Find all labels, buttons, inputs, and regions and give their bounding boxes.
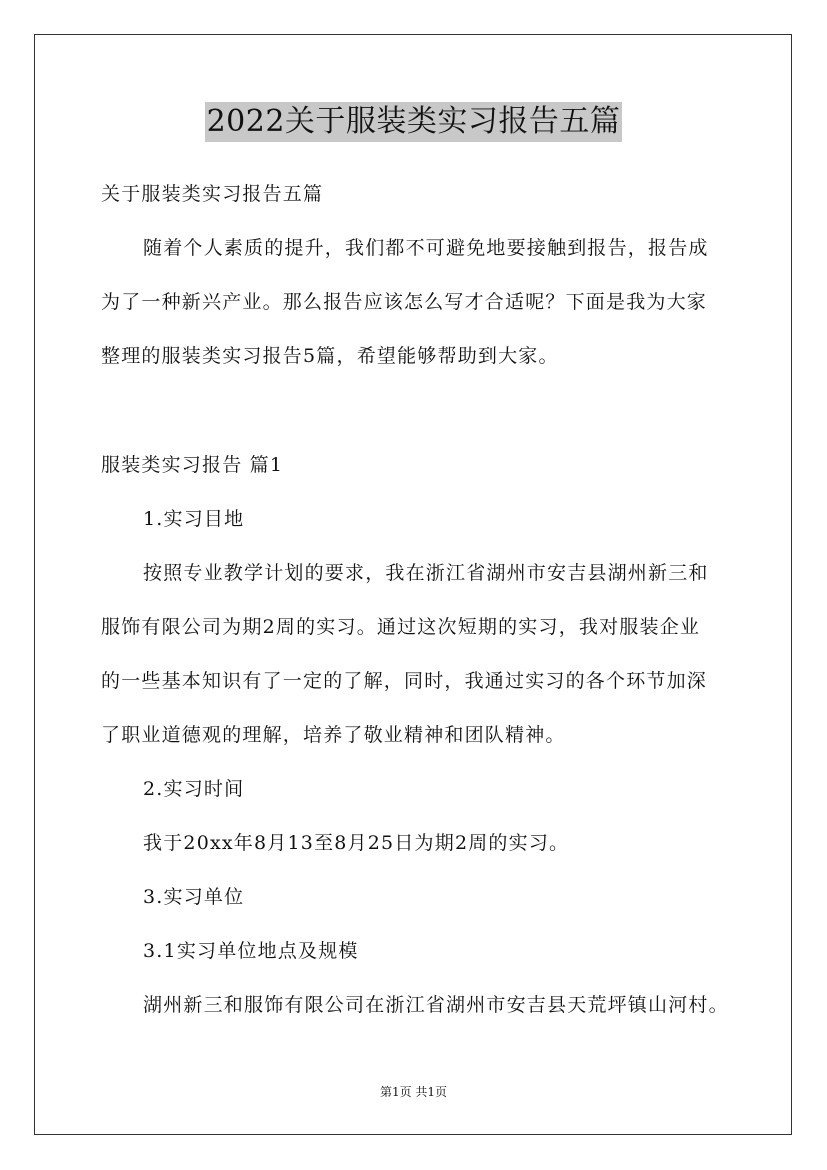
intro-line-2: 为了一种新兴产业。那么报告应该怎么写才合适呢？下面是我为大家: [101, 291, 708, 313]
subtitle: 关于服装类实习报告五篇: [101, 183, 324, 205]
item1-body-line-2: 服饰有限公司为期2周的实习。通过这次短期的实习，我对服装企业: [101, 616, 701, 638]
intro-line-1: 随着个人素质的提升，我们都不可避免地要接触到报告，报告成: [143, 237, 709, 259]
section-heading: 服装类实习报告 篇1: [101, 454, 284, 476]
item1-heading: 1.实习目地: [143, 508, 245, 530]
item3-heading: 3.实习单位: [143, 886, 245, 908]
item31-body: 湖州新三和服饰有限公司在浙江省湖州市安吉县天荒坪镇山河村。: [143, 994, 729, 1016]
document-title: 2022关于服装类实习报告五篇: [205, 102, 623, 142]
intro-line-3: 整理的服装类实习报告5篇，希望能够帮助到大家。: [101, 345, 559, 367]
page-footer: 第1页 共1页: [379, 1085, 448, 1099]
item1-body-line-1: 按照专业教学计划的要求，我在浙江省湖州市安吉县湖州新三和: [143, 562, 709, 584]
item1-body-line-4: 了职业道德观的理解，培养了敬业精神和团队精神。: [101, 724, 566, 746]
title-container: [0, 102, 827, 142]
item2-heading: 2.实习时间: [143, 778, 245, 800]
item2-body: 我于20xx年8月13至8月25日为期2周的实习。: [143, 832, 570, 854]
item31-heading: 3.1实习单位地点及规模: [143, 940, 359, 962]
item1-body-line-3: 的一些基本知识有了一定的了解，同时，我通过实习的各个环节加深: [101, 670, 708, 692]
